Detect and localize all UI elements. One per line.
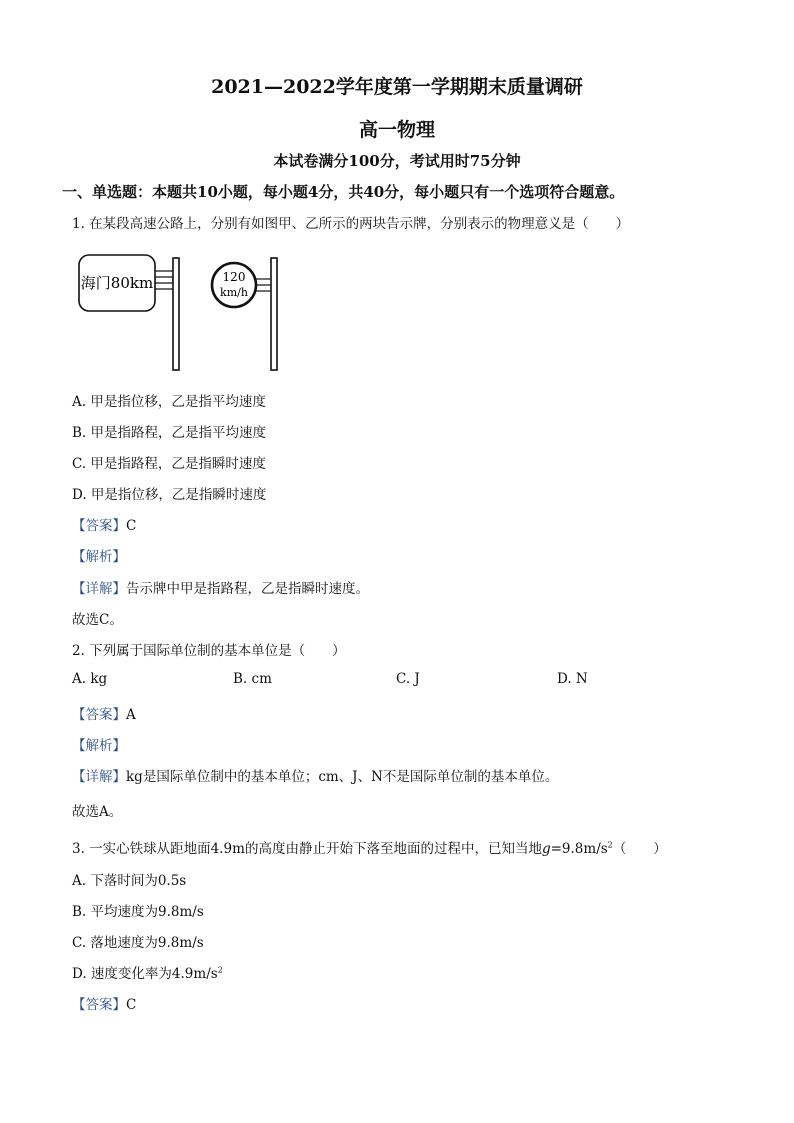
q3-stem-g: g xyxy=(541,841,551,857)
detail-text: kg是国际单位制中的基本单位；cm、J、N不是国际单位制的基本单位。 xyxy=(126,769,559,785)
exam-instructions: 本试卷满分100分，考试用时75分钟 xyxy=(273,152,521,170)
q1-option-d: D. 甲是指位移，乙是指瞬时速度 xyxy=(72,487,267,503)
answer-label: 【答案】 xyxy=(72,997,126,1013)
q3-option-d-text: D. 速度变化率为4.9m/s xyxy=(72,966,218,982)
q2-stem: 2. 下列属于国际单位制的基本单位是（ ） xyxy=(72,643,346,659)
sign-b-speed: 120 xyxy=(222,270,246,284)
q3-stem xyxy=(72,837,667,857)
sign-a-text: 海门80km xyxy=(80,274,154,292)
q1-option-b: B. 甲是指路程，乙是指平均速度 xyxy=(72,425,267,441)
answer-label: 【答案】 xyxy=(72,707,126,723)
q1-analysis-label: 【解析】 xyxy=(72,549,126,565)
exam-title: 2021—2022学年度第一学期期末质量调研 xyxy=(211,76,583,98)
q3-option-d xyxy=(72,962,223,982)
q1-answer xyxy=(72,514,136,534)
sign-b-post xyxy=(271,258,277,370)
section-heading: 一、单选题：本题共10小题，每小题4分，共40分，每小题只有一个选项符合题意。 xyxy=(62,183,625,201)
q3-option-a: A. 下落时间为0.5s xyxy=(72,873,187,889)
answer-value: A xyxy=(126,707,136,723)
q1-option-a: A. 甲是指位移，乙是指平均速度 xyxy=(72,394,266,410)
q1-stem: 1. 在某段高速公路上，分别有如图甲、乙所示的两块告示牌，分别表示的物理意义是（ ） xyxy=(72,216,630,232)
answer-value: C xyxy=(126,518,137,534)
answer-value: C xyxy=(126,997,137,1013)
q2-detail xyxy=(72,765,558,785)
detail-text: 告示牌中甲是指路程，乙是指瞬时速度。 xyxy=(126,581,369,597)
q3-answer xyxy=(72,993,136,1013)
answer-label: 【答案】 xyxy=(72,518,126,534)
q2-answer xyxy=(72,703,136,723)
q1-figure-signs xyxy=(78,250,288,375)
q2-option-a: A. kg xyxy=(72,671,108,687)
q3-option-b: B. 平均速度为9.8m/s xyxy=(72,904,204,920)
detail-label: 【详解】 xyxy=(72,769,126,785)
detail-label: 【详解】 xyxy=(72,581,126,597)
sign-a-post xyxy=(173,258,179,370)
q2-option-c: C. J xyxy=(396,671,420,687)
q3-stem-paren: （ ） xyxy=(612,841,667,857)
q3-stem-text: 3. 一实心铁球从距地面4.9m的高度由静止开始下落至地面的过程中，已知当地 xyxy=(72,841,542,857)
q3-option-c: C. 落地速度为9.8m/s xyxy=(72,935,204,951)
q1-detail xyxy=(72,577,369,597)
subject-title: 高一物理 xyxy=(358,119,435,141)
q2-option-b: B. cm xyxy=(233,671,272,687)
q1-conclusion: 故选C。 xyxy=(72,612,123,628)
q3-stem-sup: 2 xyxy=(607,840,613,850)
q2-analysis-label: 【解析】 xyxy=(72,738,126,754)
q2-conclusion: 故选A。 xyxy=(72,804,123,820)
q3-stem-value: =9.8m/s xyxy=(550,841,608,857)
q2-option-d: D. N xyxy=(557,671,588,687)
q3-option-d-sup: 2 xyxy=(217,965,223,975)
sign-b-unit: km/h xyxy=(220,286,248,299)
q1-option-c: C. 甲是指路程，乙是指瞬时速度 xyxy=(72,456,266,472)
